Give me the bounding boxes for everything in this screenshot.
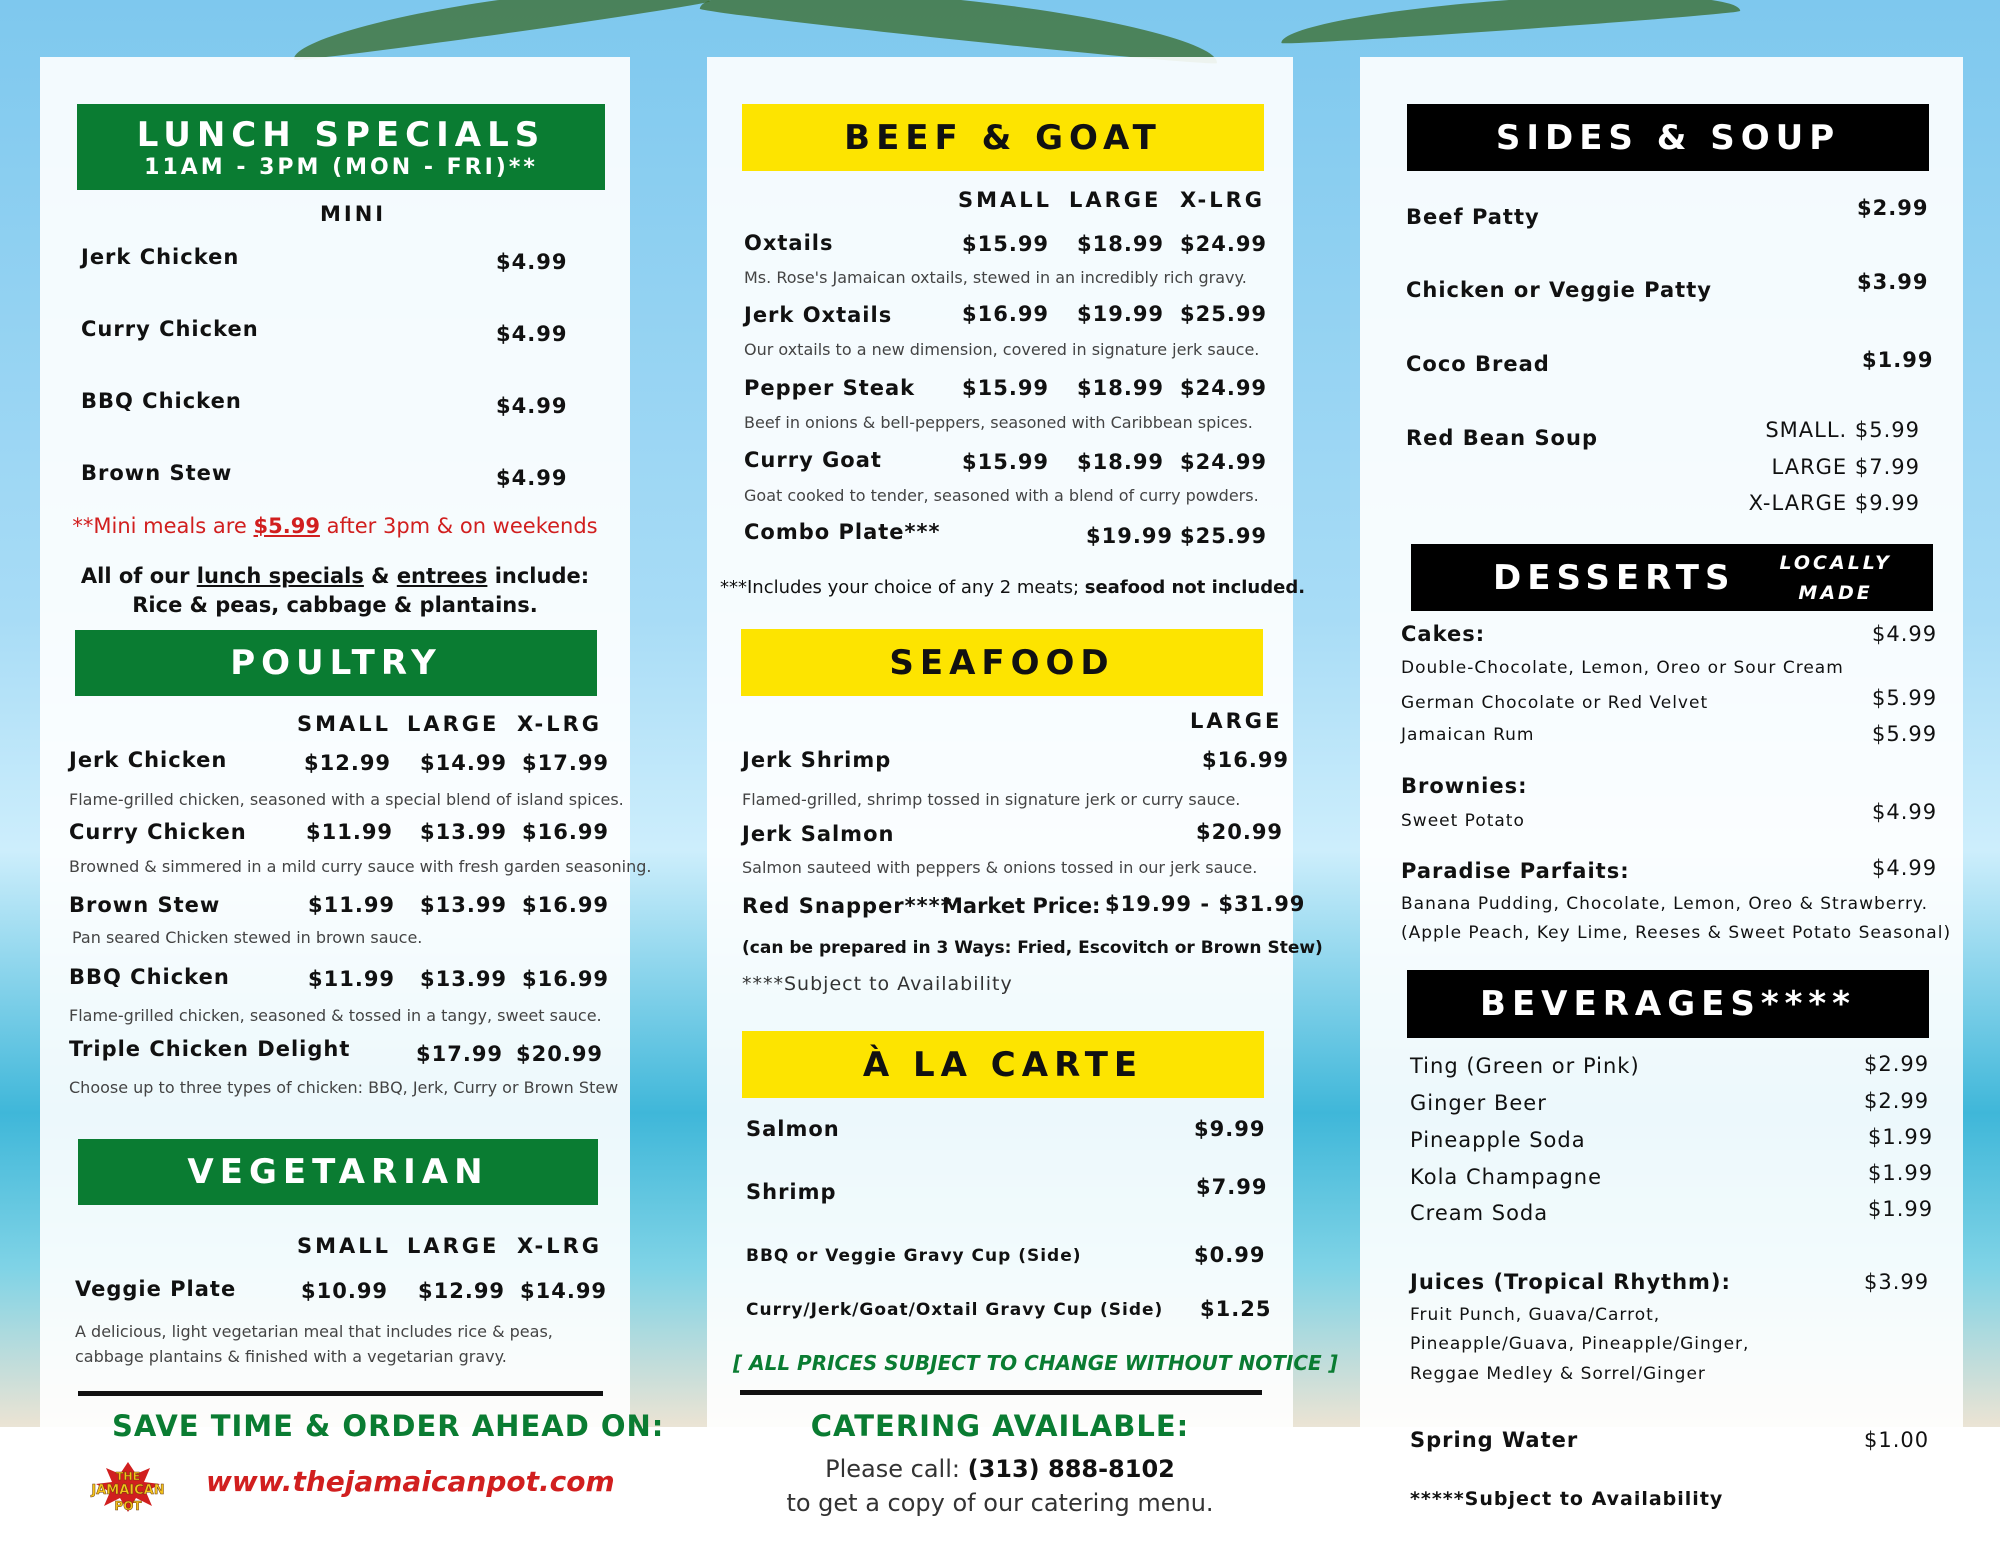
brownies-label: Brownies: — [1401, 774, 1528, 798]
poultry-item-desc: Pan seared Chicken stewed in brown sauce. — [72, 928, 423, 947]
lunch-item-price: $4.99 — [496, 394, 568, 418]
catering-phone[interactable]: (313) 888-8102 — [967, 1455, 1175, 1483]
lunch-item-price: $4.99 — [496, 466, 568, 490]
parfaits-flavors: Banana Pudding, Chocolate, Lemon, Oreo & Strawberry. — [1401, 894, 1928, 914]
middle-menu-panel — [707, 57, 1293, 1427]
sides-item-name: Coco Bread — [1406, 352, 1550, 376]
lunch-item-name: Curry Chicken — [81, 317, 259, 341]
beef-col-small: SMALL — [958, 188, 1053, 212]
includes-text: lunch specials — [196, 564, 364, 588]
poultry-price-large: $17.99 — [416, 1042, 504, 1066]
catering-heading: CATERING AVAILABLE: — [810, 1409, 1190, 1443]
juices-flavors: Fruit Punch, Guava/Carrot, — [1410, 1305, 1661, 1325]
german-chocolate: German Chocolate or Red Velvet — [1401, 693, 1709, 713]
juices-label: Juices (Tropical Rhythm): — [1410, 1270, 1731, 1294]
beef-price-small: $15.99 — [962, 376, 1050, 400]
beef-item-name: Combo Plate*** — [744, 520, 941, 544]
red-snapper-note: (can be prepared in 3 Ways: Fried, Escovitch or Brown Stew) — [742, 938, 1323, 958]
poultry-price-large: $14.99 — [420, 751, 508, 775]
beverage-price: $1.99 — [1868, 1125, 1934, 1149]
beef-item-desc: Beef in onions & bell-peppers, seasoned with Caribbean spices. — [744, 413, 1253, 432]
beef-price-xlrg: $25.99 — [1180, 524, 1268, 548]
jamaican-rum-price: $5.99 — [1872, 722, 1938, 746]
sweet-potato: Sweet Potato — [1401, 811, 1525, 831]
veg-col-xlrg: X-LRG — [517, 1234, 602, 1258]
seafood-availability: ****Subject to Availability — [742, 973, 1013, 995]
beverages-header — [1407, 970, 1929, 1038]
poultry-col-small: SMALL — [297, 712, 392, 736]
poultry-col-large: LARGE — [407, 712, 500, 736]
beverage-name: Cream Soda — [1410, 1201, 1549, 1225]
seafood-col-large: LARGE — [1190, 709, 1283, 733]
beef-price-large: $19.99 — [1086, 524, 1174, 548]
german-chocolate-price: $5.99 — [1872, 686, 1938, 710]
seafood-item-name: Jerk Shrimp — [742, 748, 892, 772]
catering-text: Please call: — [825, 1455, 968, 1483]
poultry-item-name: Curry Chicken — [69, 820, 247, 844]
beverage-name: Ting (Green or Pink) — [1410, 1054, 1640, 1078]
carte-item-price: $1.25 — [1200, 1297, 1272, 1321]
poultry-item-desc: Choose up to three types of chicken: BBQ, Jerk, Curry or Brown Stew — [69, 1078, 619, 1097]
beverage-price: $1.99 — [1868, 1161, 1934, 1185]
parfaits-price: $4.99 — [1872, 856, 1938, 880]
lunch-item-price: $4.99 — [496, 322, 568, 346]
cakes-label: Cakes: — [1401, 622, 1486, 646]
red-snapper-name: Red Snapper**** — [742, 894, 953, 918]
poultry-price-xlrg: $20.99 — [516, 1042, 604, 1066]
sides-item-name: Red Bean Soup — [1406, 426, 1598, 450]
veggie-price-small: $10.99 — [301, 1279, 389, 1303]
beef-item-name: Jerk Oxtails — [744, 303, 893, 327]
beef-price-large: $18.99 — [1077, 450, 1165, 474]
juices-flavors: Reggae Medley & Sorrel/Ginger — [1410, 1364, 1706, 1384]
beef-item-desc: Goat cooked to tender, seasoned with a blend of curry powders. — [744, 486, 1259, 505]
includes-text: include: — [487, 564, 590, 588]
soup-small-price: SMALL. $5.99 — [1765, 418, 1920, 442]
parfaits-label: Paradise Parfaits: — [1401, 859, 1630, 883]
sides-item-price: $1.99 — [1862, 348, 1934, 372]
poultry-item-name: Brown Stew — [69, 893, 221, 917]
beverage-price: $1.99 — [1868, 1197, 1934, 1221]
spring-water-price: $1.00 — [1864, 1428, 1930, 1452]
carte-item-name: Shrimp — [746, 1180, 837, 1204]
combo-note-text: ***Includes your choice of any 2 meats; — [720, 577, 1085, 598]
beverage-price: $2.99 — [1864, 1052, 1930, 1076]
price-change-notice: [ ALL PRICES SUBJECT TO CHANGE WITHOUT NOTICE ] — [733, 1351, 1338, 1375]
logo-text: JAMAICAN — [91, 1483, 165, 1498]
poultry-price-xlrg: $16.99 — [522, 893, 610, 917]
beef-price-xlrg: $24.99 — [1180, 232, 1268, 256]
beef-price-small: $16.99 — [962, 302, 1050, 326]
beef-price-xlrg: $25.99 — [1180, 302, 1268, 326]
beverage-name: Kola Champagne — [1410, 1165, 1603, 1189]
beverages-title: BEVERAGES**** — [1480, 984, 1856, 1024]
poultry-item-name: Triple Chicken Delight — [69, 1037, 351, 1061]
poultry-item-desc: Browned & simmered in a mild curry sauce with fresh garden seasoning. — [69, 857, 652, 876]
seafood-item-name: Jerk Salmon — [742, 822, 895, 846]
divider — [78, 1391, 603, 1396]
carte-item-price: $7.99 — [1196, 1175, 1268, 1199]
poultry-item-name: BBQ Chicken — [69, 965, 230, 989]
poultry-price-large: $13.99 — [420, 820, 508, 844]
palm-frond-decoration — [1280, 0, 1741, 46]
lunch-item-name: Jerk Chicken — [81, 245, 240, 269]
beef-price-small: $15.99 — [962, 232, 1050, 256]
seafood-item-desc: Salmon sauteed with peppers & onions tossed in our jerk sauce. — [742, 858, 1258, 877]
red-snapper-price: $19.99 - $31.99 — [1105, 892, 1306, 916]
veggie-price-large: $12.99 — [418, 1279, 506, 1303]
a-la-carte-header — [742, 1031, 1264, 1098]
desserts-title: DESSERTS — [1493, 557, 1736, 598]
lunch-col-mini: MINI — [320, 202, 387, 226]
carte-item-name: Curry/Jerk/Goat/Oxtail Gravy Cup (Side) — [746, 1300, 1164, 1320]
poultry-price-xlrg: $16.99 — [522, 820, 610, 844]
logo-text: THE — [115, 1470, 141, 1483]
mini-meals-note — [60, 514, 610, 538]
seafood-title: SEAFOOD — [889, 642, 1115, 683]
combo-note — [720, 577, 1305, 598]
juices-price: $3.99 — [1864, 1270, 1930, 1294]
seafood-item-desc: Flamed-grilled, shrimp tossed in signature jerk or curry sauce. — [742, 790, 1241, 809]
market-price-label: Market Price: — [942, 894, 1101, 918]
veggie-desc-line2: cabbage plantains & finished with a vegetarian gravy. — [75, 1347, 507, 1366]
catering-phone-line — [707, 1455, 1293, 1483]
sides-item-name: Chicken or Veggie Patty — [1406, 278, 1712, 302]
juices-flavors: Pineapple/Guava, Pineapple/Ginger, — [1410, 1334, 1750, 1354]
lunch-item-name: BBQ Chicken — [81, 389, 242, 413]
carte-item-price: $9.99 — [1194, 1117, 1266, 1141]
poultry-price-large: $13.99 — [420, 893, 508, 917]
beef-goat-header — [742, 104, 1264, 171]
sides-item-name: Beef Patty — [1406, 205, 1540, 229]
beverage-price: $2.99 — [1864, 1089, 1930, 1113]
beef-price-large: $18.99 — [1077, 232, 1165, 256]
carte-item-name: BBQ or Veggie Gravy Cup (Side) — [746, 1246, 1082, 1266]
beef-price-large: $18.99 — [1077, 376, 1165, 400]
poultry-price-small: $11.99 — [308, 893, 396, 917]
lunch-item-price: $4.99 — [496, 250, 568, 274]
lunch-specials-header — [77, 104, 605, 190]
carte-item-name: Salmon — [746, 1117, 840, 1141]
note-price: $5.99 — [253, 514, 320, 538]
beef-item-name: Oxtails — [744, 231, 834, 255]
a-la-carte-title: À LA CARTE — [862, 1044, 1144, 1085]
catering-copy-line: to get a copy of our catering menu. — [786, 1489, 1214, 1517]
beef-item-desc: Ms. Rose's Jamaican oxtails, stewed in an incredibly rich gravy. — [744, 268, 1247, 287]
seafood-item-price: $20.99 — [1196, 820, 1284, 844]
spring-water-name: Spring Water — [1410, 1428, 1579, 1452]
lunch-item-name: Brown Stew — [81, 461, 233, 485]
beverage-name: Ginger Beer — [1410, 1091, 1547, 1115]
sides-soup-title: SIDES & SOUP — [1495, 117, 1841, 158]
lunch-specials-title: LUNCH SPECIALS — [136, 114, 546, 155]
poultry-price-xlrg: $16.99 — [522, 967, 610, 991]
beverage-name: Pineapple Soda — [1410, 1128, 1586, 1152]
veg-col-large: LARGE — [407, 1234, 500, 1258]
beef-price-xlrg: $24.99 — [1180, 450, 1268, 474]
poultry-title: POULTRY — [230, 643, 442, 683]
logo-text: POT — [114, 1499, 142, 1513]
poultry-header — [75, 630, 597, 696]
cakes-price: $4.99 — [1872, 622, 1938, 646]
carte-item-price: $0.99 — [1194, 1243, 1266, 1267]
soup-large-price: LARGE $7.99 — [1771, 455, 1920, 479]
beef-item-desc: Our oxtails to a new dimension, covered in signature jerk sauce. — [744, 340, 1260, 359]
includes-note — [60, 562, 610, 620]
palm-frond-decoration — [290, 0, 711, 63]
jamaican-pot-logo[interactable] — [72, 1458, 184, 1520]
parfaits-seasonal: (Apple Peach, Key Lime, Reeses & Sweet Potato Seasonal) — [1401, 923, 1952, 943]
beverages-availability: *****Subject to Availability — [1410, 1488, 1724, 1510]
jamaican-rum: Jamaican Rum — [1401, 725, 1535, 745]
beef-price-large: $19.99 — [1077, 302, 1165, 326]
poultry-price-small: $11.99 — [308, 967, 396, 991]
beef-col-large: LARGE — [1069, 188, 1162, 212]
poultry-col-xlrg: X-LRG — [517, 712, 602, 736]
includes-text: All of our — [80, 564, 197, 588]
sides-item-price: $2.99 — [1857, 196, 1929, 220]
desserts-header — [1411, 544, 1933, 611]
vegetarian-header — [78, 1139, 598, 1205]
vegetarian-title: VEGETARIAN — [187, 1152, 489, 1192]
cakes-flavors: Double-Chocolate, Lemon, Oreo or Sour Cream — [1401, 658, 1844, 678]
sides-soup-header — [1407, 104, 1929, 171]
order-ahead-heading: SAVE TIME & ORDER AHEAD ON: — [112, 1409, 665, 1443]
beef-col-xlrg: X-LRG — [1180, 188, 1265, 212]
divider — [740, 1390, 1262, 1395]
brownies-price: $4.99 — [1872, 800, 1938, 824]
poultry-price-small: $12.99 — [304, 751, 392, 775]
veggie-desc-line1: A delicious, light vegetarian meal that includes rice & peas, — [75, 1322, 553, 1341]
poultry-item-desc: Flame-grilled chicken, seasoned with a special blend of island spices. — [69, 790, 624, 809]
veggie-price-xlrg: $14.99 — [520, 1279, 608, 1303]
combo-note-bold: seafood not included. — [1084, 577, 1306, 598]
beef-price-small: $15.99 — [962, 450, 1050, 474]
poultry-item-name: Jerk Chicken — [69, 748, 228, 772]
seafood-header — [741, 629, 1263, 696]
note-text: **Mini meals are — [72, 514, 254, 538]
locally-made-badge — [1779, 548, 1891, 608]
beef-item-name: Pepper Steak — [744, 376, 916, 400]
poultry-price-large: $13.99 — [420, 967, 508, 991]
includes-sides: Rice & peas, cabbage & plantains. — [132, 593, 538, 617]
beef-item-name: Curry Goat — [744, 448, 882, 472]
badge-text: MADE — [1798, 581, 1873, 604]
beef-goat-title: BEEF & GOAT — [844, 117, 1162, 158]
seafood-item-price: $16.99 — [1202, 748, 1290, 772]
beef-price-xlrg: $24.99 — [1180, 376, 1268, 400]
includes-text: entrees — [396, 564, 488, 588]
veggie-plate-name: Veggie Plate — [75, 1277, 237, 1301]
lunch-specials-hours: 11AM - 3PM (MON - FRI)** — [144, 154, 538, 180]
website-link[interactable]: www.thejamaicanpot.com — [206, 1465, 615, 1498]
sides-item-price: $3.99 — [1857, 270, 1929, 294]
note-text: after 3pm & on weekends — [319, 514, 598, 538]
veg-col-small: SMALL — [297, 1234, 392, 1258]
badge-text: LOCALLY — [1779, 551, 1892, 574]
poultry-item-desc: Flame-grilled chicken, seasoned & tossed in a tangy, sweet sauce. — [69, 1006, 602, 1025]
includes-text: & — [363, 564, 397, 588]
soup-xlarge-price: X-LARGE $9.99 — [1748, 491, 1920, 515]
poultry-price-xlrg: $17.99 — [522, 751, 610, 775]
poultry-price-small: $11.99 — [306, 820, 394, 844]
